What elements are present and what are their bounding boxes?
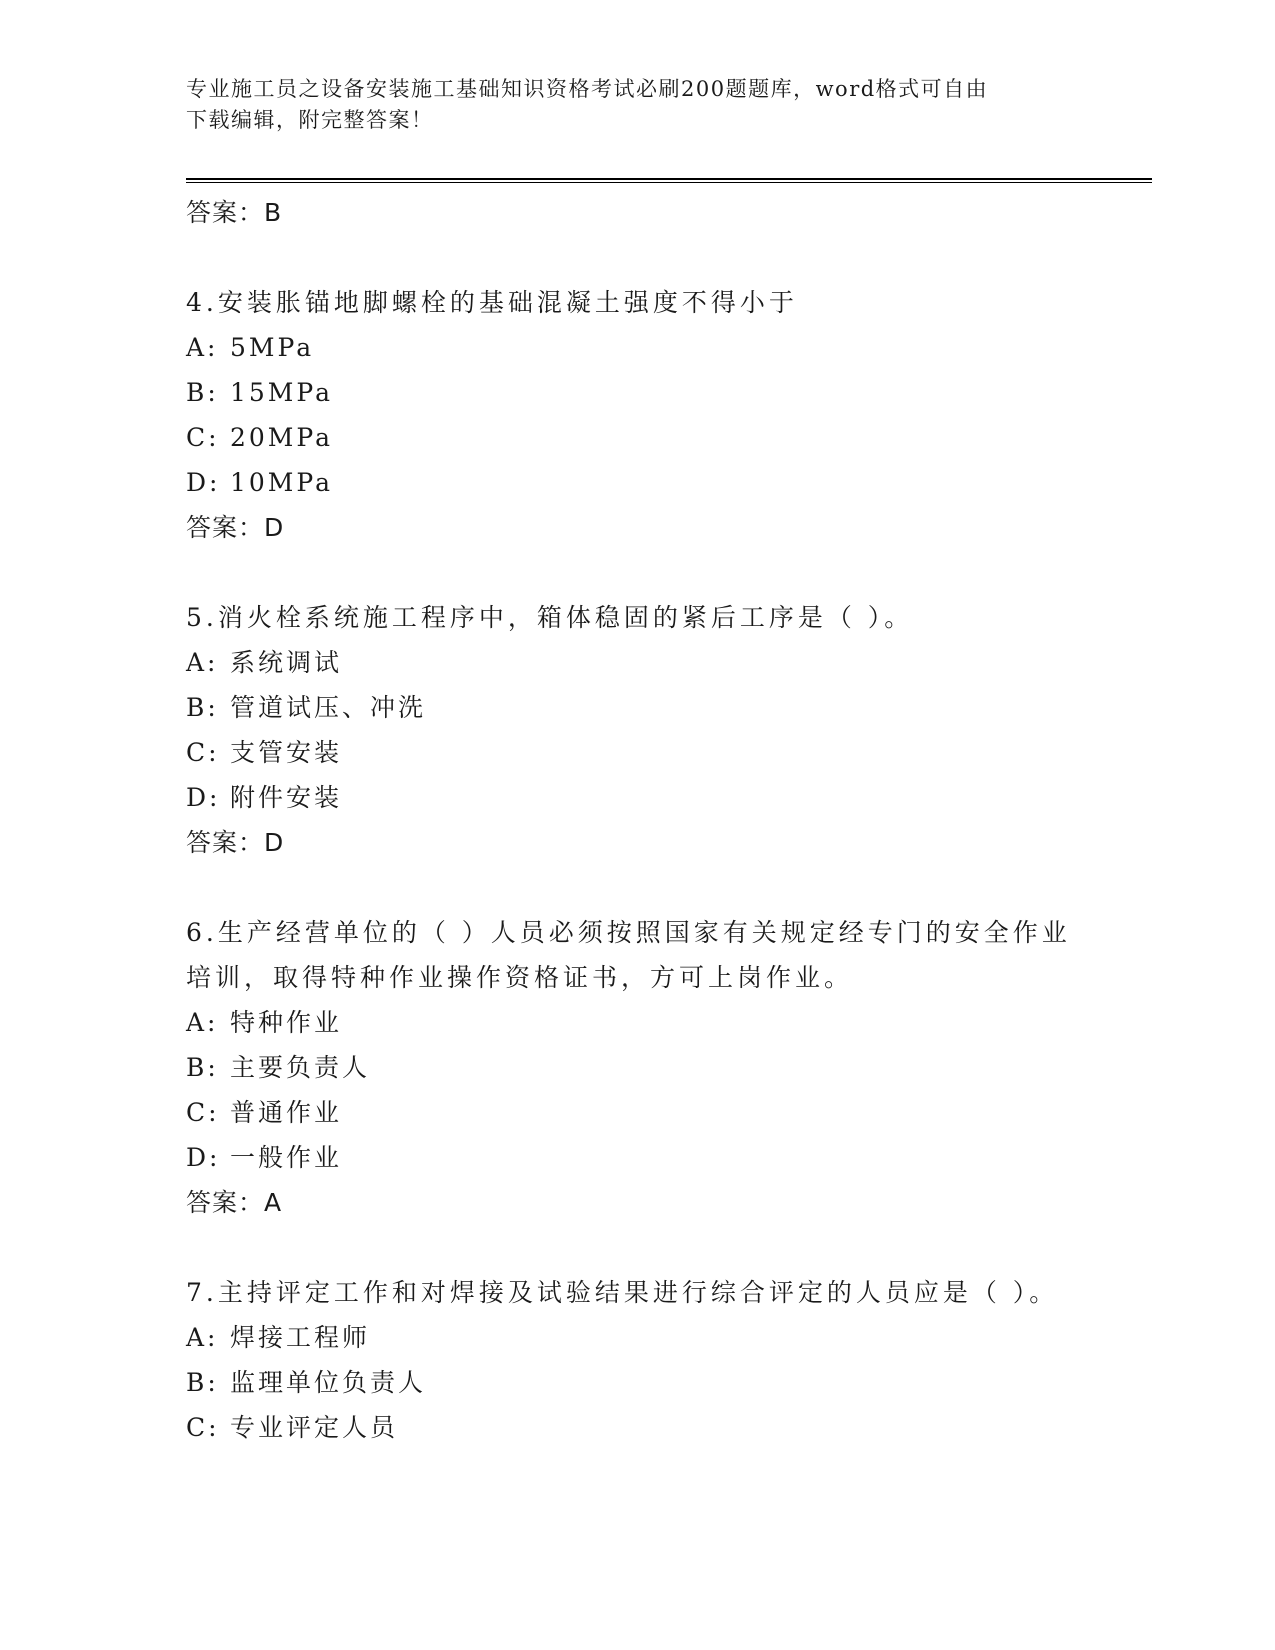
document-header xyxy=(186,74,1066,136)
question-stem: 4.安装胀锚地脚螺栓的基础混凝土强度不得小于 xyxy=(186,288,798,317)
option-c xyxy=(186,1405,1086,1450)
header-title-line-2: 下载编辑，附完整答案！ xyxy=(186,108,434,132)
question-item xyxy=(186,595,1086,865)
option-label: B: xyxy=(186,1053,219,1082)
option-d xyxy=(186,1135,1086,1180)
option-label: A: xyxy=(186,648,219,677)
option-text: 附件安装 xyxy=(230,783,343,812)
option-label: B: xyxy=(186,378,219,407)
option-text: 15MPa xyxy=(230,378,334,407)
option-a xyxy=(186,325,1086,370)
header-divider-thick xyxy=(186,178,1152,180)
option-text: 5MPa xyxy=(230,333,315,362)
option-text: 主要负责人 xyxy=(230,1053,371,1082)
question-stem: 6.生产经营单位的（ ）人员必须按照国家有关规定经专门的安全作业培训，取得特种作业操作资格证书，方可上岗作业。 xyxy=(186,918,1071,992)
question-stem: 5.消火栓系统施工程序中，箱体稳固的紧后工序是（ ）。 xyxy=(186,603,914,632)
option-text: 特种作业 xyxy=(230,1008,343,1037)
option-label: A: xyxy=(186,1323,219,1352)
option-label: C: xyxy=(186,738,220,767)
option-label: D: xyxy=(186,468,221,497)
option-d xyxy=(186,775,1086,820)
option-label: A: xyxy=(186,1008,219,1037)
option-label: B: xyxy=(186,693,219,722)
header-divider-thin xyxy=(186,182,1152,183)
option-text: 专业评定人员 xyxy=(230,1413,399,1442)
option-a xyxy=(186,1000,1086,1045)
option-c xyxy=(186,1090,1086,1135)
option-text: 系统调试 xyxy=(230,648,343,677)
option-text: 一般作业 xyxy=(230,1143,343,1172)
option-label: D: xyxy=(186,783,221,812)
option-b xyxy=(186,1045,1086,1090)
option-label: B: xyxy=(186,1368,219,1397)
option-text: 监理单位负责人 xyxy=(230,1368,427,1397)
question-item xyxy=(186,910,1086,1225)
option-b xyxy=(186,1360,1086,1405)
option-text: 管道试压、冲洗 xyxy=(230,693,427,722)
option-text: 支管安装 xyxy=(230,738,343,767)
option-c xyxy=(186,730,1086,775)
question-list xyxy=(186,190,1086,1450)
question-stem: 7.主持评定工作和对焊接及试验结果进行综合评定的人员应是（ ）。 xyxy=(186,1278,1059,1307)
option-label: D: xyxy=(186,1143,221,1172)
option-a xyxy=(186,1315,1086,1360)
option-a xyxy=(186,640,1086,685)
question-answer: 答案：D xyxy=(186,513,285,542)
option-label: C: xyxy=(186,423,220,452)
question-answer: 答案：D xyxy=(186,828,285,857)
question-item xyxy=(186,280,1086,550)
option-text: 20MPa xyxy=(230,423,334,452)
option-text: 焊接工程师 xyxy=(230,1323,371,1352)
option-text: 普通作业 xyxy=(230,1098,343,1127)
option-label: A: xyxy=(186,333,219,362)
option-label: C: xyxy=(186,1098,220,1127)
header-title-line-1: 专业施工员之设备安装施工基础知识资格考试必刷200题题库，word格式可自由 xyxy=(186,77,989,101)
option-c xyxy=(186,415,1086,460)
previous-question-answer: 答案：B xyxy=(186,198,283,227)
option-text: 10MPa xyxy=(230,468,334,497)
option-b xyxy=(186,685,1086,730)
option-b xyxy=(186,370,1086,415)
question-answer: 答案：A xyxy=(186,1188,283,1217)
question-item xyxy=(186,1270,1086,1450)
option-label: C: xyxy=(186,1413,220,1442)
option-d xyxy=(186,460,1086,505)
